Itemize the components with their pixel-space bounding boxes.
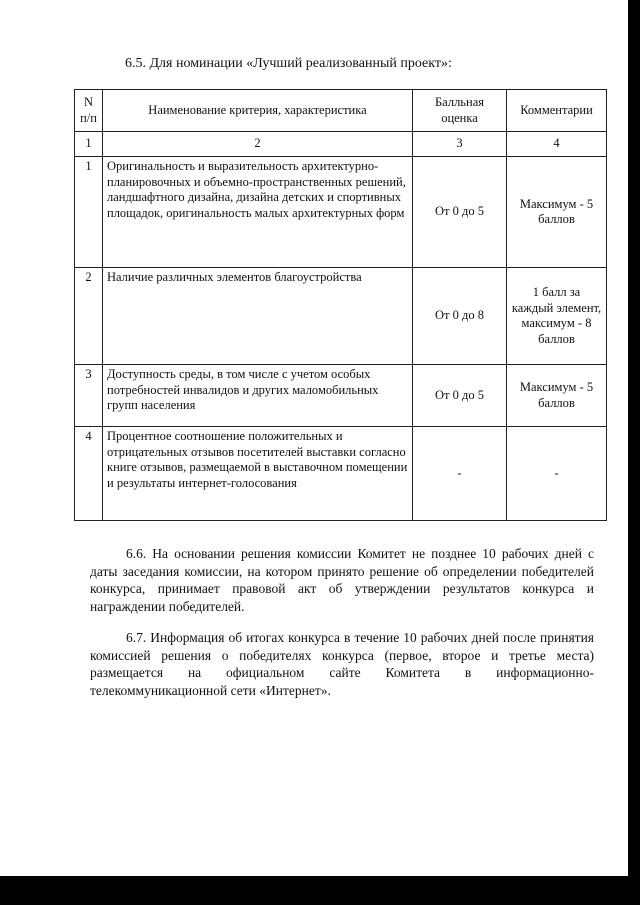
row-name: Наличие различных элементов благоустройства [103, 268, 413, 365]
row-comment: Максимум - 5 баллов [507, 157, 607, 268]
header-name: Наименование критерия, характеристика [103, 90, 413, 132]
row-score: От 0 до 5 [413, 365, 507, 427]
col-number: 1 [75, 132, 103, 157]
header-num: N п/п [75, 90, 103, 132]
header-score: Балльная оценка [413, 90, 507, 132]
table-row [75, 157, 607, 268]
row-num: 1 [75, 157, 103, 268]
row-num: 3 [75, 365, 103, 427]
col-number: 4 [507, 132, 607, 157]
row-comment: Максимум - 5 баллов [507, 365, 607, 427]
table-row [75, 365, 607, 427]
table-header-row [75, 90, 607, 132]
row-score: От 0 до 5 [413, 157, 507, 268]
paragraph-6-7: 6.7. Информация об итогах конкурса в течение 10 рабочих дней после принятия комиссией решения о победителях конкурса (первое, второе и третье места) размещается на официальном сайте Комитета в информационно-телекоммуникационной сети «Интернет». [90, 630, 594, 698]
row-name: Процентное соотношение положительных и отрицательных отзывов посетителей выставки согласно книге отзывов, размещаемой в выставочном помещении и результаты интернет-голосования [103, 427, 413, 521]
paragraph-6-6: 6.6. На основании решения комиссии Комитет не позднее 10 рабочих дней с даты заседания комиссии, на котором принято решение об определении победителей конкурса, принимает правовой акт об утверждении результатов конкурса и награждении победителей. [90, 546, 594, 614]
row-score: - [413, 427, 507, 521]
criteria-table [74, 89, 607, 521]
col-number: 2 [103, 132, 413, 157]
row-score: От 0 до 8 [413, 268, 507, 365]
table-row [75, 268, 607, 365]
row-name: Доступность среды, в том числе с учетом особых потребностей инвалидов и других маломобильных групп населения [103, 365, 413, 427]
row-num: 4 [75, 427, 103, 521]
col-number: 3 [413, 132, 507, 157]
row-num: 2 [75, 268, 103, 365]
section-heading: 6.5. Для номинации «Лучший реализованный проект»: [125, 56, 452, 71]
table-row [75, 427, 607, 521]
header-comment: Комментарии [507, 90, 607, 132]
row-comment: 1 балл за каждый элемент, максимум - 8 баллов [507, 268, 607, 365]
row-name: Оригинальность и выразительность архитектурно-планировочных и объемно-пространственных решений, ландшафтного дизайна, дизайна детских и спортивных площадок, оригинальность малых архитектурных форм [103, 157, 413, 268]
row-comment: - [507, 427, 607, 521]
column-number-row [75, 132, 607, 157]
